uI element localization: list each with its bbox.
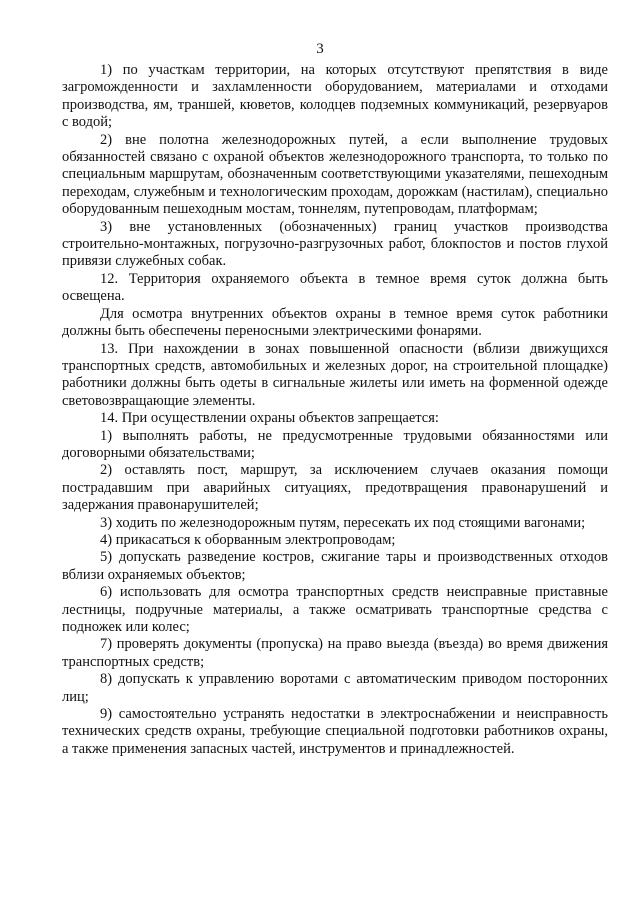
paragraph-7: 14. При осуществлении охраны объектов запрещается: [100, 410, 439, 427]
paragraph-16: 9) самостоятельно устранять недостатки в электроснабжении и неисправность технических средств охраны, требующие специальной подготовки работников охраны, а также применения запасных частей, инструментов и принадлежностей. [62, 706, 608, 757]
paragraph-10: 3) ходить по железнодорожным путям, пересекать их под стоящими вагонами; [100, 514, 586, 531]
paragraph-8: 1) выполнять работы, не предусмотренные трудовыми обязанностями или договорными обязательствами; [62, 427, 608, 461]
paragraph-1: 1) по участкам территории, на которых отсутствуют препятствия в виде загроможденности и захламленности оборудованием, материалами и отходами производства, ям, траншей, кюветов, колодцев подземных коммуникаций, резервуаров с водой; [62, 62, 608, 131]
paragraph-2: 2) вне полотна железнодорожных путей, а если выполнение трудовых обязанностей связано с охраной объектов железнодорожного транспорта, то только по специальным маршрутам, обозначенным соответствующими указателями, пешеходным переходам, служебным и технологическим проходам, дорожкам (настилам), специально оборудованным пешеходным мостам, тоннелям, путепроводам, платформам; [62, 131, 608, 218]
paragraph-4: 12. Территория охраняемого объекта в темное время суток должна быть освещена. [62, 270, 608, 305]
paragraph-14: 7) проверять документы (пропуска) на право выезда (въезда) во время движения транспортных средств; [62, 636, 608, 670]
page-number: 3 [316, 41, 324, 57]
paragraph-15: 8) допускать к управлению воротами с автоматическим приводом посторонних лиц; [62, 671, 608, 705]
document-body [62, 62, 608, 758]
paragraph-13: 6) использовать для осмотра транспортных средств неисправные приставные лестницы, подручные материалы, а также осматривать транспортные средства с подножек или колес; [62, 584, 608, 635]
paragraph-9: 2) оставлять пост, маршрут, за исключением случаев оказания помощи пострадавшим при аварийных ситуациях, предотвращения правонарушений и задержания правонарушителей; [62, 462, 608, 514]
paragraph-5: Для осмотра внутренних объектов охраны в темное время суток работники должны быть обеспечены переносными электрическими фонарями. [62, 305, 608, 340]
paragraph-6: 13. При нахождении в зонах повышенной опасности (вблизи движущихся транспортных средств, автомобильных и железных дорог, на строительной площадке) работники должны быть одеты в сигнальные жилеты или иметь на форменной одежде световозвращающие элементы. [62, 340, 608, 409]
paragraph-11: 4) прикасаться к оборванным электропроводам; [100, 531, 396, 548]
paragraph-3: 3) вне установленных (обозначенных) границ участков производства строительно-монтажных, погрузочно-разгрузочных работ, блокпостов и постов глухой привязи служебных собак. [62, 218, 608, 270]
paragraph-12: 5) допускать разведение костров, сжигание тары и производственных отходов вблизи охраняемых объектов; [62, 549, 608, 583]
